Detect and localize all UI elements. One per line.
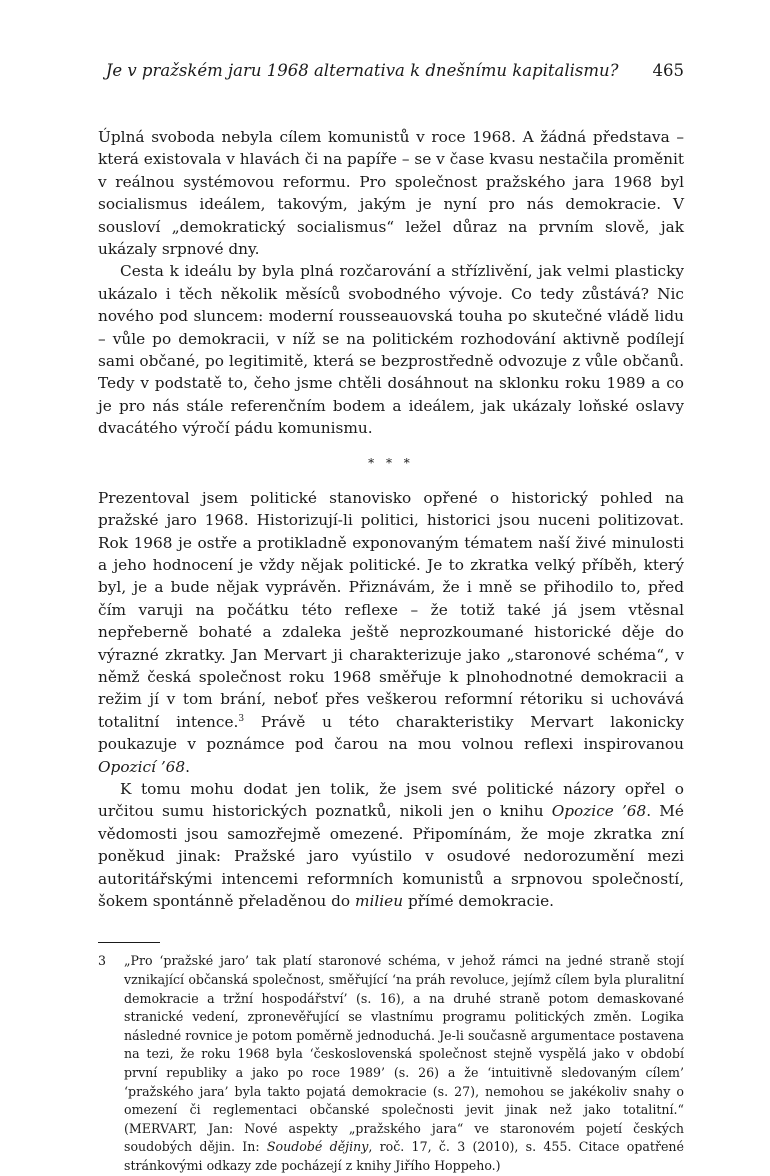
body-text — [98, 126, 684, 912]
book-page — [98, 56, 684, 1176]
paragraph-4-text-b: . Mé vědomosti jsou samozřejmě omezené. Připomínám, že moje zkratka zní poněkud jinak: Pražské jaro vyústilo v osudové nedorozumění mezi autoritářskými intencemi reformních komunistů a srpnovou společností, šokem spontánně přeladěnou do — [98, 802, 684, 910]
running-title: Je v pražském jaru 1968 alternativa k dnešnímu kapitalismu? — [105, 61, 619, 80]
paragraph-1: Úplná svoboda nebyla cílem komunistů v roce 1968. A žádná představa – která existovala v hlavách či na papíře – se v čase kvasu nestačila proměnit v reálnou systémovou reformu. Pro společnost pražského jara 1968 byl socialismus ideálem, takovým, jakým je nyní pro nás demokracie. V sousloví „demokratický socialismus“ ležel důraz na prvním slově, jak ukázaly srpnové dny. — [98, 128, 684, 259]
page-number: 465 — [652, 61, 684, 80]
footnote-text-b: , roč. 17, č. 3 (2010), s. 455. Citace opatřené stránkovými odkazy zde pocházejí z knihy Jiřího Hoppeho.) — [124, 1139, 685, 1173]
paragraph-4 — [98, 778, 684, 912]
paragraph-4-italic-title: Opozice ’68 — [551, 802, 647, 821]
footnotes-section — [98, 942, 684, 1175]
section-separator: * * * — [368, 455, 414, 470]
paragraph-3-text-b: Právě u této charakteristiky Mervart lakonicky poukazuje v poznámce pod čarou na mou volnou reflexi inspirovanou — [98, 712, 684, 754]
paragraph-3-italic-title: Opozicí ’68 — [98, 757, 186, 776]
paragraph-3 — [98, 487, 684, 778]
paragraph-4-text-c: přímé demokracie. — [403, 892, 555, 910]
footnote-text-a: „Pro ‘pražské jaro’ tak platí staronové schéma, v jehož rámci na jedné straně stojí vznikající občanská společnost, směřující ‘na práh revoluce, jejímž cílem byla pluralitní demokracie a tržní hospodářství’ (s. 16), a na druhé straně potom demaskované stranické vedení, zpronevěřující se vlastnímu programu politických změn. Logika následné rovnice je potom poměrně jednoduchá. Je-li současně argumentace postavena na tezi, že roku 1968 byla ‘československá společnost stejně vyspělá jako v období první republiky a jako po roce 1989’ (s. 26) a že ‘intuitivně sledovaným cílem’ ‘pražského jara’ byla takto pojatá demokracie (s. 27), nemohou se jakékoliv snahy o omezení či reglementaci občanské společnosti jevit jinak než jako totalitní.“ (MERVART, Jan: Nové aspekty „pražského jara“ ve staronovém pojetí českých soudobých dějin. In: — [124, 953, 684, 1155]
footnote-3 — [98, 952, 684, 1175]
footnote-italic-journal: Soudobé dějiny — [266, 1139, 369, 1155]
footnote-number: 3 — [98, 953, 107, 969]
paragraph-3-text-c: . — [185, 757, 191, 776]
paragraph-2: Cesta k ideálu by byla plná rozčarování a střízlivění, jak velmi plasticky ukázalo i těch několik měsíců svobodného vývoje. Co tedy zůstává? Nic nového pod sluncem: moderní rousseauovská touha po skutečné vládě lidu – vůle po demokracii, v níž se na politickém rozhodování aktivně podílejí sami občané, po legitimitě, která se bezprostředně odvozuje z vůle občanů. Tedy v podstatě to, čeho jsme chtěli dosáhnout na sklonku roku 1989 a co je pro nás stále referenčním bodem a ideálem, jak ukázaly loňské oslavy dvacátého výročí pádu komunismu. — [98, 262, 684, 438]
footnote-reference[interactable]: 3 — [238, 713, 245, 724]
paragraph-3-text-a: Prezentoval jsem politické stanovisko opřené o historický pohled na pražské jaro 1968. Historizují-li politici, historici jsou nuceni politizovat. Rok 1968 je ostře a protikladně exponovaným tématem naší živé minulosti a jeho hodnocení je vždy nějak politické. Je to zkratka velký příběh, který byl, je a bude nějak vyprávěn. Přiznávám, že i mně se přihodilo to, před čím varuji na počátku této reflexe – že totiž také já jsem vtěsnal nepřeberně bohaté a zdaleka ještě neprozkoumané historické děje do výrazné zkratky. Jan Mervart ji charakterizuje jako „staronové schéma“, v němž česká společnost roku 1968 směřuje k plnohodnotné demokracii a režim jí v tom brání, neboť přes veškerou reformní rétoriku si uchovává totalitní intence. — [98, 488, 684, 731]
footnote-rule — [98, 942, 160, 943]
paragraph-4-italic-word: milieu — [355, 892, 404, 910]
paragraph-4-text-a: K tomu mohu dodat jen tolik, že jsem své politické názory opřel o určitou sumu historických poznatků, nikoli jen o knihu — [98, 779, 684, 821]
running-head — [98, 56, 684, 86]
